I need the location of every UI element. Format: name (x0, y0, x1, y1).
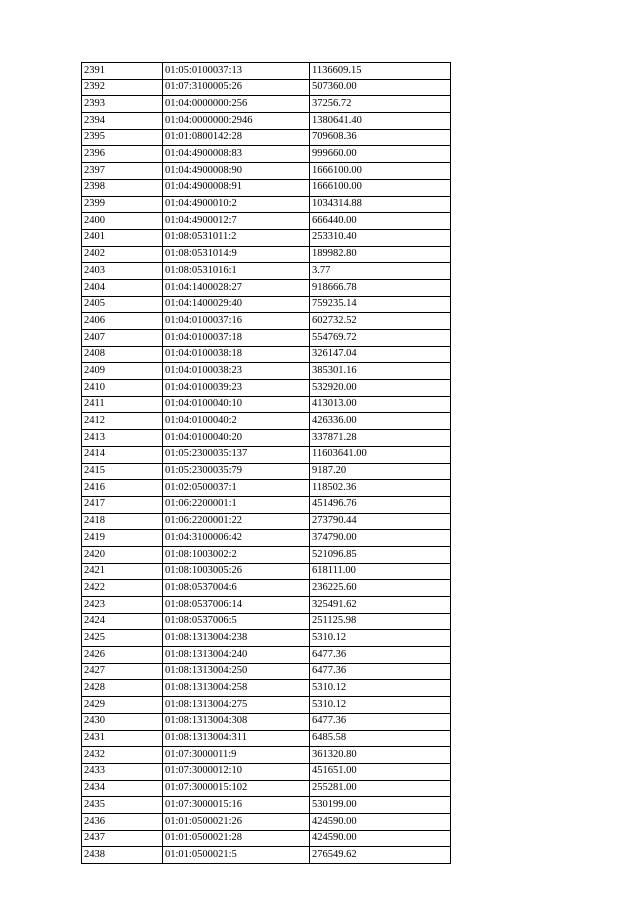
value-cell: 507360.00 (310, 79, 451, 96)
row-number-cell: 2398 (82, 179, 163, 196)
value-cell: 6485.58 (310, 730, 451, 747)
cadastral-number-cell: 01:08:0531011:2 (163, 229, 310, 246)
table-row (82, 780, 451, 797)
table-row (82, 263, 451, 280)
table-row (82, 79, 451, 96)
cadastral-number-cell: 01:04:1400029:40 (163, 296, 310, 313)
value-cell: 385301.16 (310, 363, 451, 380)
table-row (82, 313, 451, 330)
value-cell: 5310.12 (310, 630, 451, 647)
table-row (82, 813, 451, 830)
row-number-cell: 2408 (82, 346, 163, 363)
value-cell: 424590.00 (310, 830, 451, 847)
cadastral-number-cell: 01:04:0100037:18 (163, 330, 310, 347)
table-row (82, 847, 451, 864)
cadastral-number-cell: 01:04:0100038:18 (163, 346, 310, 363)
value-cell: 6477.36 (310, 713, 451, 730)
table-row (82, 446, 451, 463)
table-row (82, 213, 451, 230)
value-cell: 189982.80 (310, 246, 451, 263)
cadastral-number-cell: 01:08:1313004:240 (163, 647, 310, 664)
table-row (82, 463, 451, 480)
row-number-cell: 2419 (82, 530, 163, 547)
row-number-cell: 2416 (82, 480, 163, 497)
row-number-cell: 2434 (82, 780, 163, 797)
cadastral-number-cell: 01:01:0500021:5 (163, 847, 310, 864)
value-cell: 374790.00 (310, 530, 451, 547)
table-row (82, 430, 451, 447)
row-number-cell: 2425 (82, 630, 163, 647)
cadastral-number-cell: 01:08:1313004:311 (163, 730, 310, 747)
table-row (82, 480, 451, 497)
value-cell: 424590.00 (310, 813, 451, 830)
cadastral-number-cell: 01:04:4900008:91 (163, 179, 310, 196)
value-cell: 1380641.40 (310, 113, 451, 130)
row-number-cell: 2401 (82, 229, 163, 246)
cadastral-number-cell: 01:05:0100037:13 (163, 63, 310, 80)
table-row (82, 163, 451, 180)
cadastral-number-cell: 01:06:2200001:22 (163, 513, 310, 530)
row-number-cell: 2393 (82, 96, 163, 113)
row-number-cell: 2423 (82, 597, 163, 614)
table-row (82, 146, 451, 163)
cadastral-number-cell: 01:04:0100040:10 (163, 396, 310, 413)
table-row (82, 396, 451, 413)
row-number-cell: 2436 (82, 813, 163, 830)
value-cell: 618111.00 (310, 563, 451, 580)
row-number-cell: 2400 (82, 213, 163, 230)
cadastral-number-cell: 01:04:4900010:2 (163, 196, 310, 213)
row-number-cell: 2429 (82, 697, 163, 714)
row-number-cell: 2405 (82, 296, 163, 313)
row-number-cell: 2421 (82, 563, 163, 580)
cadastral-number-cell: 01:08:1313004:238 (163, 630, 310, 647)
table-row (82, 296, 451, 313)
value-cell: 709608.36 (310, 129, 451, 146)
row-number-cell: 2413 (82, 430, 163, 447)
row-number-cell: 2411 (82, 396, 163, 413)
cadastral-number-cell: 01:07:3100005:26 (163, 79, 310, 96)
table-row (82, 113, 451, 130)
row-number-cell: 2391 (82, 63, 163, 80)
table-row (82, 580, 451, 597)
value-cell: 253310.40 (310, 229, 451, 246)
cadastral-number-cell: 01:07:3000011:9 (163, 747, 310, 764)
row-number-cell: 2438 (82, 847, 163, 864)
value-cell: 521096.85 (310, 546, 451, 563)
cadastral-number-cell: 01:08:0537004:6 (163, 580, 310, 597)
data-table (81, 62, 451, 864)
row-number-cell: 2417 (82, 496, 163, 513)
cadastral-number-cell: 01:01:0800142:28 (163, 129, 310, 146)
table-row (82, 63, 451, 80)
row-number-cell: 2395 (82, 129, 163, 146)
cadastral-number-cell: 01:04:1400028:27 (163, 279, 310, 296)
table-row (82, 647, 451, 664)
row-number-cell: 2433 (82, 763, 163, 780)
value-cell: 3.77 (310, 263, 451, 280)
table-row (82, 363, 451, 380)
value-cell: 1666100.00 (310, 179, 451, 196)
row-number-cell: 2407 (82, 330, 163, 347)
cadastral-number-cell: 01:04:0100040:20 (163, 430, 310, 447)
cadastral-number-cell: 01:01:0500021:28 (163, 830, 310, 847)
table-row (82, 530, 451, 547)
row-number-cell: 2409 (82, 363, 163, 380)
cadastral-number-cell: 01:05:2300035:79 (163, 463, 310, 480)
value-cell: 413013.00 (310, 396, 451, 413)
value-cell: 532920.00 (310, 380, 451, 397)
value-cell: 37256.72 (310, 96, 451, 113)
table-row (82, 797, 451, 814)
value-cell: 999660.00 (310, 146, 451, 163)
value-cell: 9187.20 (310, 463, 451, 480)
row-number-cell: 2432 (82, 747, 163, 764)
row-number-cell: 2406 (82, 313, 163, 330)
cadastral-number-cell: 01:04:0100040:2 (163, 413, 310, 430)
row-number-cell: 2392 (82, 79, 163, 96)
value-cell: 337871.28 (310, 430, 451, 447)
cadastral-number-cell: 01:08:1313004:258 (163, 680, 310, 697)
cadastral-number-cell: 01:04:0000000:256 (163, 96, 310, 113)
value-cell: 6477.36 (310, 663, 451, 680)
cadastral-number-cell: 01:04:4900008:90 (163, 163, 310, 180)
cadastral-number-cell: 01:08:0531014:9 (163, 246, 310, 263)
cadastral-number-cell: 01:08:0531016:1 (163, 263, 310, 280)
table-row (82, 179, 451, 196)
cadastral-number-cell: 01:07:3000012:10 (163, 763, 310, 780)
row-number-cell: 2397 (82, 163, 163, 180)
table-row (82, 713, 451, 730)
table-row (82, 546, 451, 563)
row-number-cell: 2430 (82, 713, 163, 730)
value-cell: 1666100.00 (310, 163, 451, 180)
table-row (82, 346, 451, 363)
table-row (82, 196, 451, 213)
value-cell: 451496.76 (310, 496, 451, 513)
cadastral-number-cell: 01:08:1003005:26 (163, 563, 310, 580)
table-row (82, 413, 451, 430)
value-cell: 6477.36 (310, 647, 451, 664)
row-number-cell: 2427 (82, 663, 163, 680)
cadastral-number-cell: 01:04:4900008:83 (163, 146, 310, 163)
row-number-cell: 2428 (82, 680, 163, 697)
table-body (82, 63, 451, 864)
value-cell: 554769.72 (310, 330, 451, 347)
cadastral-number-cell: 01:04:0100037:16 (163, 313, 310, 330)
value-cell: 5310.12 (310, 680, 451, 697)
table-row (82, 129, 451, 146)
table-row (82, 630, 451, 647)
row-number-cell: 2426 (82, 647, 163, 664)
table-row (82, 96, 451, 113)
value-cell: 918666.78 (310, 279, 451, 296)
row-number-cell: 2396 (82, 146, 163, 163)
value-cell: 251125.98 (310, 613, 451, 630)
table-row (82, 229, 451, 246)
value-cell: 255281.00 (310, 780, 451, 797)
row-number-cell: 2422 (82, 580, 163, 597)
cadastral-number-cell: 01:08:1003002:2 (163, 546, 310, 563)
table-row (82, 763, 451, 780)
cadastral-number-cell: 01:01:0500021:26 (163, 813, 310, 830)
row-number-cell: 2414 (82, 446, 163, 463)
table-row (82, 613, 451, 630)
row-number-cell: 2404 (82, 279, 163, 296)
cadastral-number-cell: 01:08:1313004:250 (163, 663, 310, 680)
value-cell: 666440.00 (310, 213, 451, 230)
table-row (82, 513, 451, 530)
value-cell: 276549.62 (310, 847, 451, 864)
value-cell: 426336.00 (310, 413, 451, 430)
cadastral-number-cell: 01:08:0537006:5 (163, 613, 310, 630)
row-number-cell: 2410 (82, 380, 163, 397)
cadastral-number-cell: 01:07:3000015:16 (163, 797, 310, 814)
table-row (82, 496, 451, 513)
row-number-cell: 2424 (82, 613, 163, 630)
value-cell: 759235.14 (310, 296, 451, 313)
table-row (82, 279, 451, 296)
cadastral-number-cell: 01:04:0100039:23 (163, 380, 310, 397)
cadastral-number-cell: 01:04:0000000:2946 (163, 113, 310, 130)
table-row (82, 730, 451, 747)
row-number-cell: 2418 (82, 513, 163, 530)
value-cell: 361320.80 (310, 747, 451, 764)
table-row (82, 330, 451, 347)
cadastral-number-cell: 01:04:3100006:42 (163, 530, 310, 547)
row-number-cell: 2415 (82, 463, 163, 480)
value-cell: 530199.00 (310, 797, 451, 814)
value-cell: 273790.44 (310, 513, 451, 530)
cadastral-number-cell: 01:02:0500037:1 (163, 480, 310, 497)
cadastral-number-cell: 01:04:0100038:23 (163, 363, 310, 380)
table-row (82, 747, 451, 764)
row-number-cell: 2402 (82, 246, 163, 263)
value-cell: 1034314.88 (310, 196, 451, 213)
table-row (82, 563, 451, 580)
row-number-cell: 2435 (82, 797, 163, 814)
row-number-cell: 2403 (82, 263, 163, 280)
row-number-cell: 2431 (82, 730, 163, 747)
value-cell: 5310.12 (310, 697, 451, 714)
table-row (82, 597, 451, 614)
cadastral-number-cell: 01:08:1313004:275 (163, 697, 310, 714)
table-row (82, 663, 451, 680)
table-row (82, 380, 451, 397)
table-row (82, 830, 451, 847)
value-cell: 326147.04 (310, 346, 451, 363)
row-number-cell: 2399 (82, 196, 163, 213)
value-cell: 118502.36 (310, 480, 451, 497)
table-row (82, 246, 451, 263)
row-number-cell: 2412 (82, 413, 163, 430)
cadastral-number-cell: 01:06:2200001:1 (163, 496, 310, 513)
value-cell: 451651.00 (310, 763, 451, 780)
cadastral-number-cell: 01:07:3000015:102 (163, 780, 310, 797)
cadastral-number-cell: 01:08:0537006:14 (163, 597, 310, 614)
cadastral-number-cell: 01:05:2300035:137 (163, 446, 310, 463)
value-cell: 602732.52 (310, 313, 451, 330)
value-cell: 11603641.00 (310, 446, 451, 463)
value-cell: 236225.60 (310, 580, 451, 597)
cadastral-number-cell: 01:08:1313004:308 (163, 713, 310, 730)
table-row (82, 680, 451, 697)
row-number-cell: 2437 (82, 830, 163, 847)
cadastral-number-cell: 01:04:4900012:7 (163, 213, 310, 230)
value-cell: 325491.62 (310, 597, 451, 614)
value-cell: 1136609.15 (310, 63, 451, 80)
row-number-cell: 2394 (82, 113, 163, 130)
table-row (82, 697, 451, 714)
row-number-cell: 2420 (82, 546, 163, 563)
